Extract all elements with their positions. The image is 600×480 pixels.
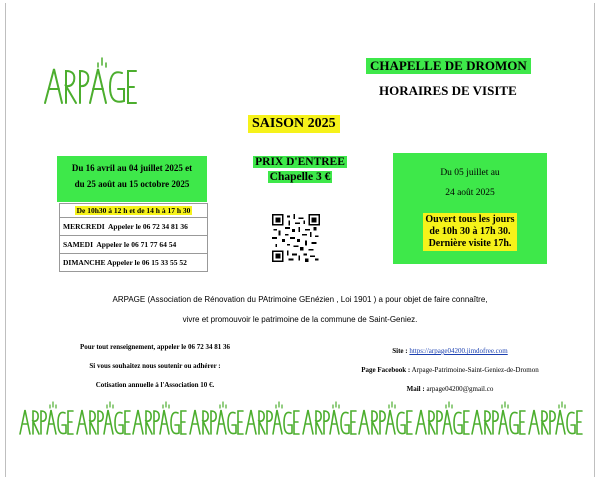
day-cell [60, 236, 208, 254]
description-line1: ARPAGE (Association de Rénovation du PAtrimoine GEnézien , Loi 1901 ) a pour objet de faire connaître, [112, 295, 488, 304]
phone-text: Appeler le 06 71 77 64 54 [96, 240, 177, 249]
arpage-small-logo-icon [18, 400, 74, 438]
left-period-box [57, 156, 207, 202]
info-cotisation: Cotisation annuelle à l'Association 10 €. [95, 381, 215, 389]
right-period-line1: Du 05 juillet au [440, 168, 500, 178]
arpage-small-logo-icon [470, 400, 526, 438]
arpage-small-logo-icon [301, 400, 357, 438]
site-label: Site : [392, 347, 408, 355]
arpage-small-logo-icon [357, 400, 413, 438]
table-row [60, 236, 208, 254]
prix-value: Chapelle 3 € [269, 171, 331, 183]
facebook-label: Page Facebook : [361, 366, 411, 374]
day-cell [60, 218, 208, 236]
right-period-line2: 24 août 2025 [445, 188, 495, 198]
qr-code-icon [272, 214, 320, 262]
table-row [60, 254, 208, 272]
left-period-line2: du 25 août au 15 octobre 2025 [74, 179, 190, 189]
arpage-small-logo [131, 400, 187, 438]
arpage-small-logo [470, 400, 526, 438]
arpage-small-logo-icon [131, 400, 187, 438]
arpage-logo-icon [40, 55, 140, 110]
table-row [60, 204, 208, 218]
right-open-hours [423, 213, 516, 251]
arpage-small-logo-icon [414, 400, 470, 438]
arpage-small-logo [301, 400, 357, 438]
arpage-small-logo [527, 400, 583, 438]
arpage-small-logo [244, 400, 300, 438]
info-support: Si vous souhaitez nous soutenir ou adhérer : [89, 362, 221, 370]
day-label: SAMEDI [63, 240, 94, 249]
info-left-block [30, 338, 280, 395]
day-label: MERCREDI [63, 222, 105, 231]
arpage-small-logo [75, 400, 131, 438]
arpage-small-logo-icon [527, 400, 583, 438]
saison-title: SAISON 2025 [248, 115, 340, 133]
arpage-small-logo-icon [188, 400, 244, 438]
arpage-small-logo [357, 400, 413, 438]
arpage-small-logo-icon [244, 400, 300, 438]
chapelle-title: CHAPELLE DE DROMON [366, 58, 531, 74]
description-line2: vivre et promouvoir le patrimoine de la commune de Saint-Geniez. [182, 315, 418, 324]
hours-cell [60, 204, 208, 218]
info-phone: Pour tout renseignement, appeler le 06 72 34 81 36 [79, 343, 231, 351]
day-label: DIMANCHE [63, 258, 106, 267]
qr-code [272, 214, 320, 270]
facebook-value: Arpage-Patrimoine-Saint-Geniez-de-Dromon [411, 366, 539, 374]
association-description [0, 290, 600, 330]
logo-banner [18, 400, 583, 438]
phone-text: Appeler le 06 15 33 55 52 [106, 258, 187, 267]
open-line1: Ouvert tous les jours [425, 214, 515, 225]
right-period-box [393, 153, 547, 264]
hours-text: De 10h30 à 12 h et de 14 h à 17 h 30 [76, 206, 191, 215]
left-hours-table [59, 203, 208, 272]
site-link[interactable]: https://arpage04200.jimdofree.com [409, 347, 508, 355]
arpage-small-logo [414, 400, 470, 438]
left-period-line1: Du 16 avril au 04 juillet 2025 et [71, 163, 193, 173]
mail-label: Mail : [406, 385, 425, 393]
prix-label: PRIX D'ENTREE [255, 156, 345, 168]
table-row [60, 218, 208, 236]
prix-block [250, 155, 350, 185]
arpage-small-logo-icon [75, 400, 131, 438]
arpage-small-logo [18, 400, 74, 438]
horaires-title: HORAIRES DE VISITE [379, 83, 517, 98]
day-cell [60, 254, 208, 272]
info-right-block [335, 342, 565, 399]
open-line3: Dernière visite 17h. [428, 238, 512, 249]
phone-text: Appeler le 06 72 34 81 36 [108, 222, 188, 231]
mail-value: arpage04200@gmail.co [426, 385, 494, 393]
arpage-logo [40, 55, 140, 110]
arpage-small-logo [188, 400, 244, 438]
open-line2: de 10h 30 à 17h 30. [429, 226, 511, 237]
